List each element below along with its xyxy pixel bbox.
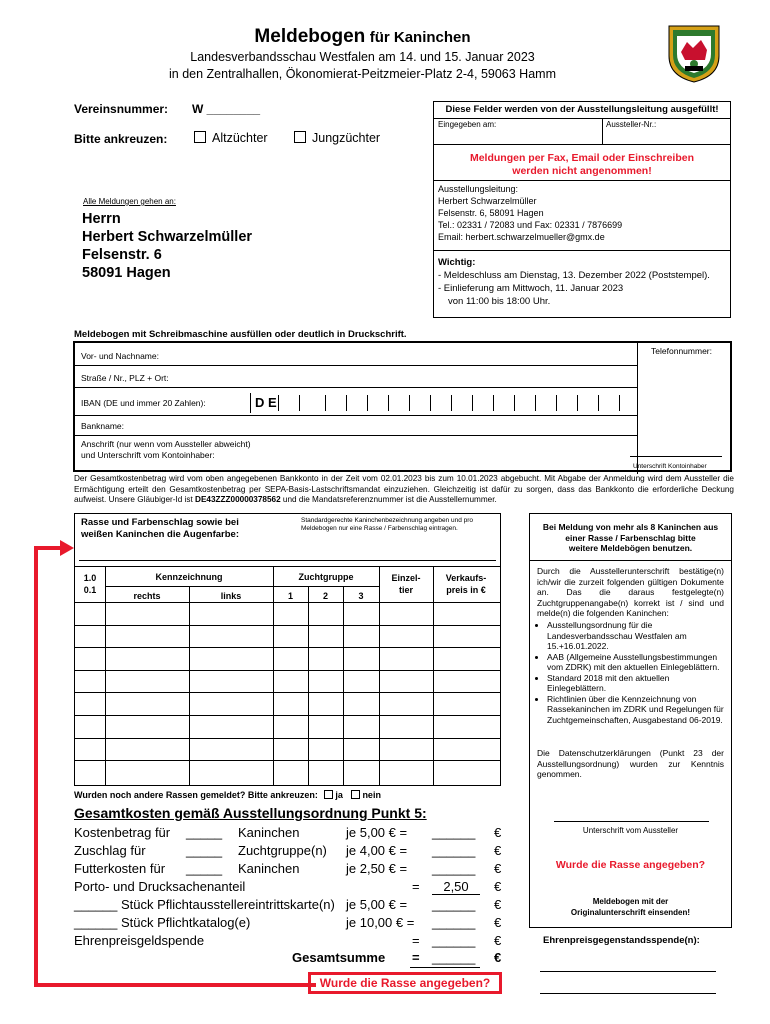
rasse-label-line1: Rasse und Farbenschlag sowie bei (81, 517, 239, 528)
panel-red-question: Wurde die Rasse angegeben? (555, 859, 706, 871)
table-column-line (379, 566, 380, 785)
iban-prefix: D E (255, 395, 277, 410)
personal-data-box (73, 341, 732, 472)
instruction-text: Meldebogen mit Schreibmaschine ausfüllen oder deutlich in Druckschrift. (74, 329, 407, 340)
fax-notice-line1: Meldungen per Fax, Email oder Einschreiben (469, 152, 695, 164)
sepa-text (74, 474, 734, 506)
fax-notice (434, 152, 730, 178)
cost-r6-sum[interactable]: ______ (432, 915, 476, 930)
iban-digit-separator (346, 395, 347, 411)
telefon-field[interactable]: Telefonnummer: (651, 346, 712, 356)
col-zuchtgruppe: Zuchtgruppe (298, 572, 354, 582)
iban-digit-separator (325, 395, 326, 411)
bankname-field[interactable]: Bankname: (81, 421, 124, 431)
wichtig-line3: von 11:00 bis 18:00 Uhr. (448, 296, 551, 307)
total-eq: = (412, 950, 420, 965)
cost-r3-label: Futterkosten für (74, 861, 166, 876)
ankreuzen-label: Bitte ankreuzen: (74, 132, 168, 146)
rasse-hint-line2: Meldebogen nur eine Rasse / Farbenschlag eintragen. (301, 525, 458, 532)
andere-rassen-text: Wurden noch andere Rassen gemeldet? Bitte ankreuzen: (74, 790, 318, 800)
wichtig-line1: - Meldeschluss am Dienstag, 13. Dezember 2022 (Poststempel). (438, 270, 710, 281)
total-label: Gesamtsumme (292, 950, 386, 965)
iban-digit-separator (299, 395, 300, 411)
altzuechter-label: Altzüchter (212, 131, 268, 145)
ja-checkbox[interactable] (324, 790, 333, 799)
aussteller-signature-label: Unterschrift vom Aussteller (582, 826, 679, 835)
anschrift-line2: und Unterschrift vom Kontoinhaber: (81, 450, 215, 460)
cost-r7-eur: € (494, 933, 502, 948)
cost-r7-sum[interactable]: ______ (432, 933, 476, 948)
cost-r4-eur: € (494, 879, 502, 894)
nein-label: nein (362, 790, 381, 800)
cost-r1-rate: je 5,00 € = (346, 825, 408, 840)
leitung-line3: Felsenstr. 6, 58091 Hagen (438, 208, 544, 218)
cost-r3-count[interactable]: _____ (186, 861, 223, 876)
doc-item-ausstellungsordnung: • Ausstellungsordnung für die Landesverbandsschau Westfalen am 15.+16.01.2022. (547, 620, 724, 652)
iban-digit-separator (430, 395, 431, 411)
col-verkaufspreis-line1: Verkaufs- (445, 573, 487, 583)
leitung-line1: Ausstellungsleitung: (438, 184, 519, 194)
leitung-info (438, 183, 622, 243)
iban-digit-separator (388, 395, 389, 411)
leitung-line4: Tel.: 02331 / 72083 und Fax: 02331 / 7876699 (438, 220, 623, 230)
title-main: Meldebogen (254, 26, 366, 47)
address-line1: Herrn (82, 211, 121, 227)
jungzuechter-checkbox[interactable] (294, 131, 306, 143)
iban-digit-separator (556, 395, 557, 411)
cost-r2-rate: je 4,00 € = (346, 843, 408, 858)
nein-checkbox[interactable] (351, 790, 360, 799)
leitung-line2: Herbert Schwarzelmüller (438, 196, 537, 206)
iban-digit-separator (514, 395, 515, 411)
cost-r7-eq: = (412, 933, 420, 948)
col-links: links (220, 591, 242, 601)
cost-r6-rate: je 10,00 € = (346, 915, 415, 930)
ehrenpreis-label: Ehrenpreisgegenstandsspende(n): (543, 935, 700, 946)
iban-digit-separator (535, 395, 536, 411)
costs-title: Gesamtkosten gemäß Ausstellungsordnung Punkt 5: (74, 805, 427, 821)
vereinsnummer-label: Vereinsnummer: (74, 102, 169, 116)
leitung-email: Email: herbert.schwarzelmueller@gmx.de (438, 232, 605, 242)
cost-r4-sum: 2,50 (432, 879, 480, 895)
cost-r7-label: Ehrenpreisgeldspende (74, 933, 205, 948)
cost-r1-unit: Kaninchen (238, 825, 300, 840)
iban-digit-separator (619, 395, 620, 411)
address-note: Alle Meldungen gehen an: (83, 197, 176, 206)
jungzuechter-option[interactable] (294, 131, 380, 145)
vereinsnummer-field[interactable]: W ________ (192, 102, 261, 116)
wichtig-title: Wichtig: (438, 257, 476, 268)
iban-label: IBAN (DE und immer 20 Zahlen): (81, 398, 206, 408)
address-line2: Herbert Schwarzelmüller (82, 229, 253, 245)
kontoinhaber-signature-label: Unterschrift Kontoinhaber (633, 463, 707, 470)
rasse-label-line2: weißen Kaninchen die Augenfarbe: (81, 529, 240, 540)
glaeubiger-id: DE43ZZZ00000378562 (195, 495, 281, 504)
cost-r3-eur: € (494, 861, 502, 876)
mail-address (82, 210, 252, 282)
col-rechts: rechts (133, 591, 161, 601)
panel-heading-line2: einer Rasse / Farbenschlag bitte (565, 532, 696, 543)
cost-r1-count[interactable]: _____ (186, 825, 223, 840)
cost-r1-sum[interactable]: ______ (432, 825, 476, 840)
cost-r5-eur: € (494, 897, 502, 912)
iban-digit-separator (278, 395, 279, 411)
cost-r4-label: Porto- und Drucksachenanteil (74, 879, 246, 894)
jungzuechter-label: Jungzüchter (312, 131, 381, 145)
rasse-hint (301, 517, 473, 533)
panel-heading-line1: Bei Meldung von mehr als 8 Kaninchen aus (542, 522, 719, 532)
panel-heading-line3: weitere Meldebögen benutzen. (568, 543, 693, 553)
cost-r2-eur: € (494, 843, 502, 858)
col-zg1: 1 (287, 591, 293, 601)
aussteller-signature-line[interactable] (554, 821, 709, 822)
anschrift-field[interactable] (81, 439, 251, 461)
iban-digit-separator (493, 395, 494, 411)
col-einzeltier-line2: tier (398, 585, 413, 595)
cost-r6-eur: € (494, 915, 502, 930)
cost-r3-unit: Kaninchen (238, 861, 300, 876)
cost-r2-sum[interactable]: ______ (432, 843, 476, 858)
iban-digit-separator (472, 395, 473, 411)
subtitle-line1: Landesverbandsschau Westfalen am 14. und 15. Januar 2023 (190, 50, 535, 64)
panel-documents-list (537, 620, 724, 725)
address-line4: 58091 Hagen (82, 265, 171, 281)
address-line3: Felsenstr. 6 (82, 247, 162, 263)
iban-digit-separator (577, 395, 578, 411)
iban-digit-separator (598, 395, 599, 411)
cost-r3-sum[interactable]: ______ (432, 861, 476, 876)
association-seal-icon (665, 22, 723, 84)
cost-r1-eur: € (494, 825, 502, 840)
altzuechter-option[interactable] (194, 131, 268, 145)
table-column-line (343, 586, 344, 785)
name-field[interactable]: Vor- und Nachname: (81, 351, 159, 361)
aussteller-nr-field[interactable]: Aussteller-Nr.: (606, 120, 657, 129)
col-verkaufspreis-line2: preis in € (446, 585, 486, 595)
panel-original-line1: Meldebogen mit der (592, 897, 669, 906)
red-arrow-icon (30, 535, 320, 995)
subtitle-line2: in den Zentralhallen, Ökonomierat-Peitzmeier-Platz 2-4, 59063 Hamm (169, 67, 556, 81)
wichtig-line2: - Einlieferung am Mittwoch, 11. Januar 2023 (438, 283, 624, 294)
iban-digit-separator (409, 395, 410, 411)
doc-item-aab: • AAB (Allgemeine Ausstellungsbestimmungen vom ZDRK) mit den aktuellen Einlegeblättern. (547, 652, 724, 673)
rasse-hint-line1: Standardgerechte Kaninchenbezeichnung angeben und pro (301, 517, 474, 524)
col-einzeltier (379, 572, 433, 596)
col-sex-male: 1.0 (83, 573, 97, 583)
eingegeben-field[interactable]: Eingegeben am: (438, 120, 497, 129)
cost-r1-label: Kostenbetrag für (74, 825, 171, 840)
title-rest: für Kaninchen (369, 29, 471, 46)
cost-r6-label[interactable]: ______ Stück Pflichtkatalog(e) (74, 915, 251, 930)
panel-intro: Durch die Ausstellerunterschrift bestätige(n) ich/wir die zurzeit folgenden gültigen Dokumente an. Das die daraus festgelegte(n) Zuchtgruppenangabe(n) korrekt ist / sind und melde(n) die folgenden Kaninchen: (537, 566, 724, 618)
declaration-panel (529, 513, 732, 928)
office-heading: Diese Felder werden von der Ausstellungsleitung ausgefüllt! (445, 104, 719, 115)
form-title (0, 26, 725, 48)
table-column-line (433, 566, 434, 785)
cost-r2-count[interactable]: _____ (186, 843, 223, 858)
cost-r5-label[interactable]: ______ Stück Pflichtausstellereintrittskarte(n) (74, 897, 335, 912)
ehrenpreis-line1[interactable] (540, 971, 716, 972)
red-bottom-text: Wurde die Rasse angegeben? (319, 976, 491, 990)
col-zg2: 2 (322, 591, 328, 601)
office-use-box (433, 101, 731, 318)
cost-r2-label: Zuschlag für (74, 843, 146, 858)
doc-item-standard: • Standard 2018 mit den aktuellen Einlegeblättern. (547, 673, 724, 694)
red-bottom-warning (308, 972, 502, 994)
panel-datenschutz: Die Datenschutzerklärungen (Punkt 23 der Ausstellungsordnung) wurden zur Kenntnis genommen. (537, 748, 724, 779)
col-sex-female: 0.1 (83, 585, 97, 595)
doc-item-richtlinien: • Richtlinien über die Kennzeichnung von Rassekaninchen im ZDRK und Regelungen für Zuchtgemeinschaften, Ausgabestand 06-2019. (547, 694, 724, 726)
total-eur: € (494, 950, 502, 965)
ehrenpreis-line2[interactable] (540, 993, 716, 994)
sepa-text-part2: und die Mandatsreferenznummer ist die Ausstellernummer. (280, 495, 497, 504)
wichtig-info (438, 256, 710, 308)
anschrift-line1: Anschrift (nur wenn vom Aussteller abweicht) (81, 439, 251, 449)
iban-digit-separator (451, 395, 452, 411)
sepa-text-part1: Der Gesamtkostenbetrag wird vom oben angegebenen Bankkonto in der Zeit vom 02.01.2023 bis zum 10.01.2023 abgebucht. Mit Abgabe der Anmeldung wird dem Aussteller die Ermächtigung erteilt den Gesamtkostenbetrag per SEPA-Basis-Lastschriftsmandat einzuziehen. Gleichzeitig ist dafür zu sorgen, dass das Bankkonto die erforderliche Deckung aufweist. Unsere Gläubiger-Id ist (74, 474, 734, 504)
cost-r5-rate: je 5,00 € = (346, 897, 408, 912)
col-einzeltier-line1: Einzel- (391, 573, 421, 583)
strasse-field[interactable]: Straße / Nr., PLZ + Ort: (81, 373, 169, 383)
altzuechter-checkbox[interactable] (194, 131, 206, 143)
panel-original-note (530, 897, 731, 918)
col-verkaufspreis (433, 572, 499, 596)
col-zg3: 3 (358, 591, 364, 601)
iban-digit-separator (367, 395, 368, 411)
cost-r5-sum[interactable]: ______ (432, 897, 476, 912)
total-value[interactable]: ______ (432, 950, 476, 965)
panel-original-line2: Originalunterschrift einsenden! (570, 907, 691, 917)
cost-r2-unit: Zuchtgruppe(n) (238, 843, 327, 858)
col-kennzeichnung: Kennzeichnung (155, 572, 223, 582)
cost-r3-rate: je 2,50 € = (346, 861, 408, 876)
ja-label: ja (335, 790, 343, 800)
fax-notice-line2: werden nicht angenommen! (512, 165, 652, 177)
cost-r4-eq: = (412, 879, 420, 894)
panel-heading (530, 522, 731, 554)
